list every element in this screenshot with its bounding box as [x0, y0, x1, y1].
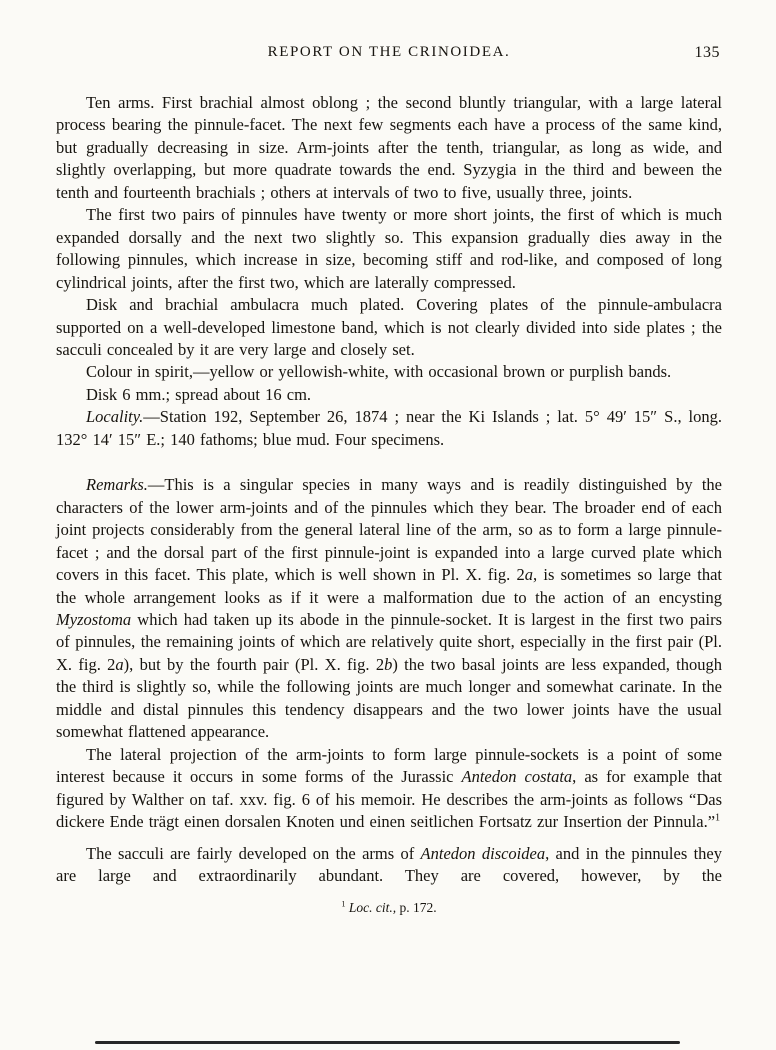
paragraph-lateral-projection [56, 744, 722, 834]
paragraph-colour [56, 361, 722, 383]
text-body [56, 92, 722, 887]
paragraph-sacculi [56, 843, 722, 888]
paragraph-arms-description [56, 92, 722, 204]
text-run: which had taken up its abode in the pinnule-socket. It is largest in the first two pairs of pinnules, the remaining joints of which are relatively quite short, especially in the first pair (Pl. X. fig. 2 [56, 609, 722, 674]
italic-text: Myzostoma [56, 609, 132, 629]
text-run: Disk and brachial ambulacra much plated. Covering plates of the pinnule-ambulacra supported on a well-developed limestone band, which is not clearly divided into side plates ; the sacculi concealed by it are very large and closely set. [56, 295, 722, 359]
italic-text: b [384, 654, 393, 674]
italic-text: Loc. cit., [348, 900, 397, 916]
italic-text: Antedon discoidea [420, 843, 546, 863]
paragraph-pinnules [56, 204, 722, 294]
text-run: ) the two basal joints are less expanded, though the third is slightly so, while the following joints are much longer and somewhat carinate. In the middle and distal pinnules this tendency disappears and the two lower joints have the usual somewhat flattened appearance. [56, 654, 722, 742]
text-run: The lateral projection of the arm-joints to form large pinnule-sockets is a point of some interest because it occurs in some forms of the Jurassic [56, 744, 722, 787]
paragraph-locality [56, 406, 722, 451]
text-run: , and in the pinnules they are large and extraordinarily abundant. They are covered, however, by the [56, 843, 722, 885]
text-run: , is sometimes so large that the whole arrangement looks as if it were a malformation due to the action of an encysting [56, 565, 722, 607]
page-number: 135 [694, 44, 720, 61]
text-run: —This is a singular species in many ways and is readily distinguished by the characters of the lower arm-joints and of the pinnules which they bear. The broader end of each joint projects considerably from the general lateral line of the arm, so as to form a large pinnule-facet ; and the dorsal part of the first pinnule-joint is expanded into a large curved plate which covers in this facet. This plate, which is well shown in Pl. X. fig. 2 [56, 475, 722, 585]
running-title: REPORT ON THE CRINOIDEA. [267, 44, 511, 60]
text-run: —Station 192, September 26, 1874 ; near the Ki Islands ; lat. 5° 49′ 15″ S., long. 132° 14′ 15″ E.; 140 fathoms; blue mud. Four specimens. [56, 407, 722, 449]
italic-text: Remarks. [86, 475, 148, 495]
footnote [56, 900, 722, 916]
text-run: p. 172. [396, 900, 437, 916]
footnote-marker: 1 [341, 899, 346, 909]
page-header [56, 44, 722, 64]
text-run: Colour in spirit,—yellow or yellowish-white, with occasional brown or purplish bands. [86, 362, 672, 382]
text-run: Ten arms. First brachial almost oblong ; the second bluntly triangular, with a large lateral process bearing the pinnule-facet. The next few segments each have a process of the same kind, but gradually decreasing in size. Arm-joints after the tenth, triangular, as long as wide, and slightly overlapping, but more quadrate towards the end. Syzygia in the third and beween the tenth and fourteenth brachials ; others at intervals of two to five, usually three, joints. [56, 93, 722, 202]
text-run: The sacculi are fairly developed on the arms of [86, 843, 421, 863]
text-run: ), but by the fourth pair (Pl. X. fig. 2 [123, 654, 385, 674]
italic-text: Antedon costata [461, 767, 573, 787]
italic-text: Locality. [86, 407, 144, 427]
italic-text: a [524, 565, 533, 585]
text-run: , as for example that figured by Walther on taf. xxv. fig. 6 of his memoir. He describes the arm-joints as follows “Das dickere Ende trägt einen dorsalen Knoten und einen seitlichen Fortsatz zur Insertion der Pinnula.” [56, 767, 722, 832]
text-run: Disk 6 mm.; spread about 16 cm. [86, 384, 312, 404]
scan-artifact-line [95, 1041, 680, 1044]
paragraph-disk-ambulacra [56, 294, 722, 361]
italic-text: a [115, 654, 124, 674]
paragraph-dimensions [56, 384, 722, 406]
paragraph-remarks [56, 474, 722, 743]
text-run: The first two pairs of pinnules have twenty or more short joints, the first of which is much expanded dorsally and the next two slightly so. This expansion gradually dies away in the following pinnules, which increase in size, becoming stiff and rod-like, and composed of long cylindrical joints, after the first two, which are laterally compressed. [56, 205, 722, 292]
footnote-marker: 1 [715, 812, 721, 824]
